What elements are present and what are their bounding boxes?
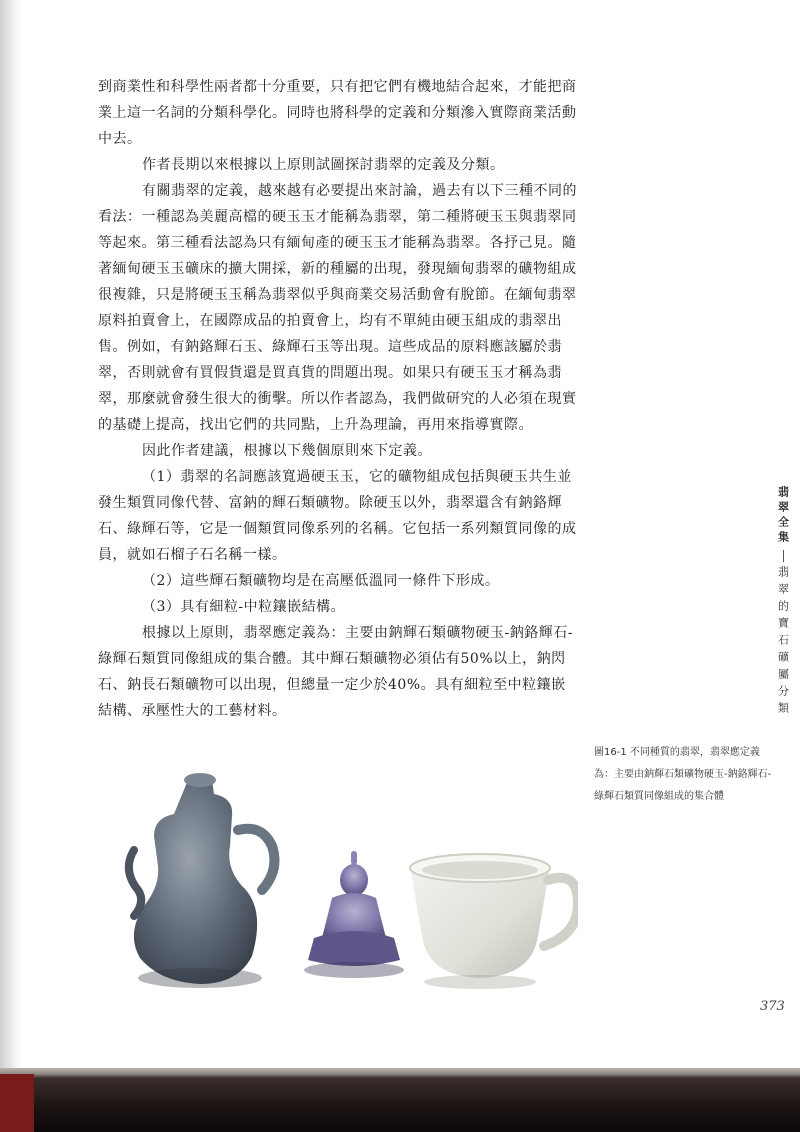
paragraph-3: 有關翡翠的定義，越來越有必要提出來討論，過去有以下三種不同的看法：一種認為美麗高檔的硬玉玉才能稱為翡翠，第二種將硬玉玉與翡翠同等起來。第三種看法認為只有緬甸產的硬玉玉才能稱為翡翠。各抒己見。隨著緬甸硬玉玉礦床的擴大開採，新的種屬的出現，發現緬甸翡翠的礦物組成很複雜，只是將硬玉玉稱為翡翠似乎與商業交易活動會有脫節。在緬甸翡翠原料拍賣會上，在國際成品的拍賣會上，均有不單純由硬玉組成的翡翠出售。例如，有鈉鉻輝石玉、綠輝石玉等出現。這些成品的原料應該屬於翡翠，否則就會有買假貨還是買真貨的問題出現。如果只有硬玉玉才稱為翡翠，那麼就會發生很大的衝擊。所以作者認為，我們做研究的人必須在現實的基礎上提高，找出它們的共同點，上升為理論，再用來指導實際。 — [98, 183, 577, 433]
page-gutter-shadow — [0, 0, 22, 1132]
paragraph-2: 作者長期以來根據以上原則試圖探討翡翠的定義及分類。 — [142, 157, 505, 173]
page-number: 373 — [760, 999, 785, 1014]
paragraph-4: 因此作者建議，根據以下幾個原則來下定義。 — [142, 443, 432, 459]
book-cover-edge — [0, 1068, 800, 1132]
cover-accent-stripe — [0, 1074, 34, 1132]
side-running-title — [772, 486, 794, 719]
side-divider — [783, 550, 784, 562]
jade-cup — [410, 854, 578, 989]
paragraph-1: 到商業性和科學性兩者都十分重要，只有把它們有機地結合起來，才能把商業上這一名詞的分類科學化。同時也將科學的定義和分類滲入實際商業活動中去。 — [98, 79, 577, 147]
chapter-title: 翡翠的寶石礦屬分類 — [776, 566, 790, 719]
figure-caption: 圖16-1 不同種質的翡翠，翡翠應定義為：主要由鈉輝石類礦物硬玉-鈉鉻輝石-綠輝石類質同像組成的集合體 — [594, 747, 772, 802]
body-text — [98, 74, 578, 724]
list-item-1: （1）翡翠的名詞應該寬過硬玉玉，它的礦物組成包括與硬玉共生並發生類質同像代替、富鈉的輝石類礦物。除硬玉以外，翡翠還含有鈉鉻輝石、綠輝石等，它是一個類質同像系列的名稱。它包括一系列類質同像的成員，就如石榴子石名稱一樣。 — [98, 469, 577, 563]
jade-vase — [129, 773, 275, 988]
list-item-2: （2）這些輝石類礦物均是在高壓低溫同一條件下形成。 — [142, 573, 500, 589]
book-title: 翡翠全集 — [776, 486, 790, 546]
jade-buddha — [304, 854, 404, 978]
jade-objects-photo — [118, 770, 578, 1000]
list-item-3: （3）具有細粒-中粒鑲嵌結構。 — [142, 599, 346, 615]
paragraph-5: 根據以上原則，翡翠應定義為：主要由鈉輝石類礦物硬玉-鈉鉻輝石-綠輝石類質同像組成的集合體。其中輝石類礦物必須佔有50%以上，鈉閃石、鈉長石類礦物可以出現，但總量一定少於40%。具有細粒至中粒鑲嵌結構、承壓性大的工藝材料。 — [98, 625, 573, 719]
